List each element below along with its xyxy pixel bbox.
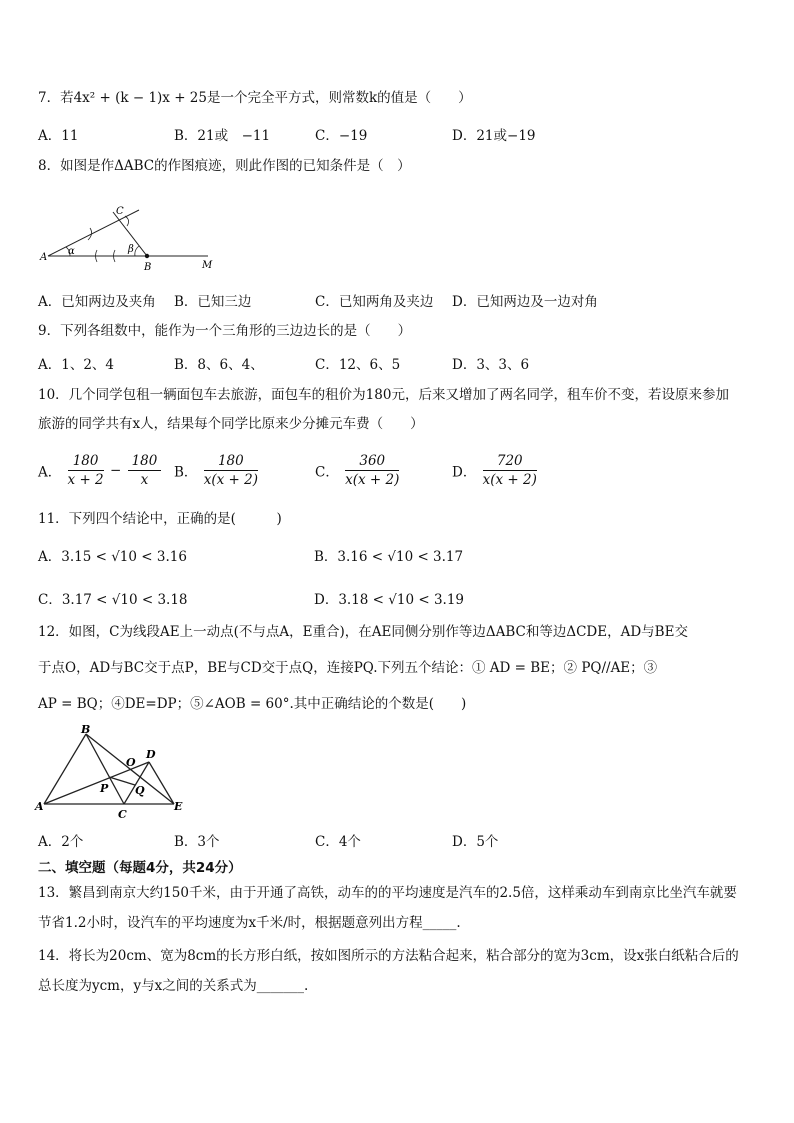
option-a[interactable]: A．已知两边及夹角 [38,294,156,310]
point-b [145,254,149,258]
option-c[interactable]: C．12、6、5 [315,357,401,373]
question-8-options [38,290,764,312]
denominator: x [140,472,149,488]
arc-mark [125,216,129,226]
segment-de [149,762,174,804]
denominator: x(x + 2) [345,472,400,488]
question-8-text: 8．如图是作ΔABC的作图痕迹，则此作图的已知条件是（ ） [38,158,411,174]
label-b: B [81,723,91,736]
label-c: C [118,808,127,821]
option-b[interactable]: B．3.16 < √10 < 3.17 [314,549,464,565]
question-7-options [38,124,764,146]
option-a[interactable]: A．3.15 < √10 < 3.16 [38,549,187,565]
numerator: 720 [483,452,537,471]
question-11-options-row-1 [38,545,764,567]
triangle-construction-figure [36,198,226,278]
option-letter: A． [38,464,62,481]
label-a: A [40,252,48,263]
option-d[interactable] [452,452,539,489]
option-a[interactable]: A．11 [38,128,79,144]
option-c[interactable]: C．3.17 < √10 < 3.18 [38,592,188,608]
denominator: x(x + 2) [482,472,537,488]
option-b[interactable] [174,452,260,489]
option-c[interactable]: C．−19 [315,128,368,144]
question-11-text: 11．下列四个结论中，正确的是( ) [38,511,282,527]
segment-ac [48,210,139,256]
option-letter: D． [452,464,477,481]
option-b[interactable]: B．已知三边 [174,294,252,310]
option-letter: C． [315,464,339,481]
fraction [204,452,258,489]
question-12-line-3: AP = BQ；④DE=DP；⑤∠AOB = 60°.其中正确结论的个数是( ) [38,696,467,712]
section-heading: 二、填空题（每题4分，共24分） [38,860,242,876]
label-d: D [146,748,156,761]
option-b[interactable]: B．21或 −11 [174,128,271,144]
fraction [345,452,399,489]
question-9-text: 9．下列各组数中，能作为一个三角形的三边边长的是（ ） [38,323,412,339]
fraction [128,452,162,489]
angle-arc [135,246,139,256]
option-a[interactable] [38,452,163,489]
option-d[interactable]: D．21或−19 [452,128,536,144]
option-d[interactable]: D．3、3、6 [452,357,530,373]
question-7-text: 7．若4x² + (k − 1)x + 25是一个完全平方式，则常数k的值是（ ） [38,90,472,106]
fraction [68,452,104,489]
denominator: x + 2 [67,472,104,488]
question-10-line-1: 10．几个同学包租一辆面包车去旅游，面包车的租价为180元，后来又增加了两名同学，租车价不变，若设原来参加 [38,387,729,403]
numerator: 180 [68,452,104,471]
numerator: 180 [128,452,162,471]
label-q: Q [135,784,145,797]
label-c: C [116,206,124,217]
minus-sign: − [109,462,122,479]
option-c[interactable] [315,452,401,489]
question-9-options [38,353,764,375]
denominator: x(x + 2) [203,472,258,488]
numerator: 360 [345,452,399,471]
fraction [483,452,537,489]
label-o: O [126,756,136,769]
option-d[interactable]: D．3.18 < √10 < 3.19 [314,592,465,608]
segment-ab [44,734,86,804]
question-14-line-1: 14．将长为20cm、宽为8cm的长方形白纸，按如图所示的方法粘合起来，粘合部分的宽为3cm，设x张白纸粘合后的 [38,948,739,964]
option-b[interactable]: B．3个 [174,834,220,850]
option-letter: B． [174,464,198,481]
question-10-options [38,452,764,494]
question-12-line-2: 于点O，AD与BC交于点P，BE与CD交于点Q，连接PQ.下列五个结论：① AD = BE；② PQ//AE；③ [38,660,658,676]
option-a[interactable]: A．2个 [38,834,84,850]
numerator: 180 [204,452,258,471]
option-d[interactable]: D．5个 [452,834,499,850]
option-c[interactable]: C．4个 [315,834,361,850]
option-c[interactable]: C．已知两角及夹边 [315,294,434,310]
label-m: M [202,260,213,271]
question-12-line-1: 12．如图，C为线段AE上一动点(不与点A，E重合)，在AE同侧分别作等边ΔABC和等边ΔCDE，AD与BE交 [38,624,688,640]
label-e: E [174,800,183,813]
question-11-options-row-2 [38,588,764,610]
option-d[interactable]: D．已知两边及一边对角 [452,294,598,310]
question-14-line-2: 总长度为ycm，y与x之间的关系式为_______. [38,978,309,994]
label-p: P [100,782,109,795]
option-a[interactable]: A．1、2、4 [38,357,115,373]
label-beta: β [128,244,134,255]
label-a: A [35,800,44,813]
question-13-line-2: 节省1.2小时，设汽车的平均速度为x千米/时，根据题意列出方程_____. [38,915,461,931]
label-b: B [144,262,152,273]
label-alpha: α [68,246,75,257]
option-b[interactable]: B．8、6、4、 [174,357,264,373]
question-10-line-2: 旅游的同学共有x人，结果每个同学比原来少分摊元车费（ ） [38,416,424,432]
question-13-line-1: 13．繁昌到南京大约150千米，由于开通了高铁，动车的的平均速度是汽车的2.5倍，这样乘动车到南京比坐汽车就要 [38,885,737,901]
question-12-options [38,830,764,852]
equilateral-triangles-figure [34,722,194,822]
